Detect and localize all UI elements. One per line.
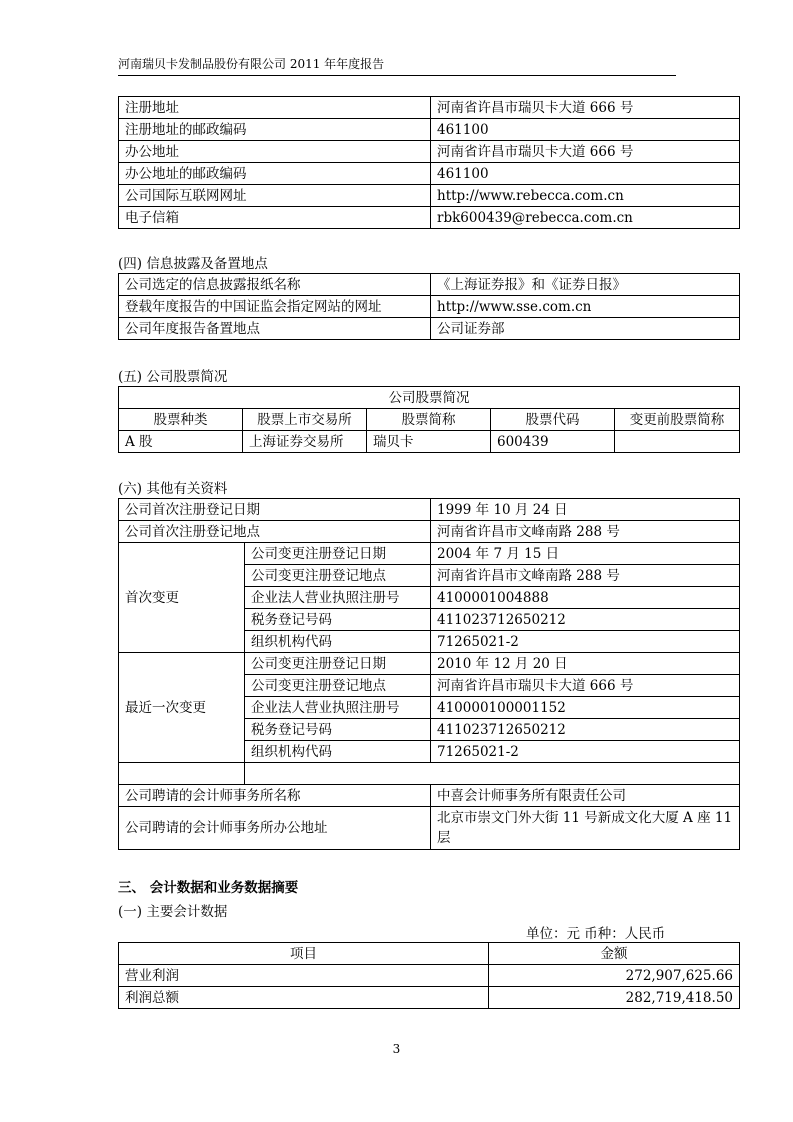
table-row bbox=[119, 965, 740, 987]
row-label: 公司选定的信息披露报纸名称 bbox=[119, 274, 431, 296]
row-value: 411023712650212 bbox=[431, 719, 740, 741]
row-value: 公司证券部 bbox=[431, 318, 740, 340]
row-label: 电子信箱 bbox=[119, 207, 431, 229]
row-label: 注册地址 bbox=[119, 97, 431, 119]
table-row bbox=[119, 807, 740, 850]
column-header: 项目 bbox=[119, 943, 489, 965]
row-value: 4100001004888 bbox=[431, 587, 740, 609]
row-value: 282,719,418.50 bbox=[489, 987, 740, 1009]
section-6-title: (六) 其他有关资料 bbox=[118, 481, 228, 497]
row-label: 税务登记号码 bbox=[245, 609, 431, 631]
table-row bbox=[119, 318, 740, 340]
row-label: 公司聘请的会计师事务所名称 bbox=[119, 785, 431, 807]
row-label: 办公地址的邮政编码 bbox=[119, 163, 431, 185]
row-value: 《上海证券报》和《证券日报》 bbox=[431, 274, 740, 296]
table-header-row bbox=[119, 409, 740, 431]
row-label: 组织机构代码 bbox=[245, 741, 431, 763]
page-number: 3 bbox=[392, 1042, 401, 1056]
column-header: 股票代码 bbox=[491, 409, 615, 431]
section-three-subtitle: (一) 主要会计数据 bbox=[118, 904, 228, 920]
row-value: 1999 年 10 月 24 日 bbox=[431, 499, 740, 521]
row-value: 410000100001152 bbox=[431, 697, 740, 719]
table-row bbox=[119, 119, 740, 141]
stock-code: 600439 bbox=[491, 431, 615, 453]
row-value: 北京市崇文门外大街 11 号新成文化大厦 A 座 11 层 bbox=[431, 807, 740, 850]
row-label: 组织机构代码 bbox=[245, 631, 431, 653]
accounting-table bbox=[118, 942, 740, 1009]
row-value: 461100 bbox=[431, 119, 740, 141]
other-info-table bbox=[118, 498, 740, 850]
row-value: 461100 bbox=[431, 163, 740, 185]
table-row bbox=[119, 987, 740, 1009]
row-label: 公司变更注册登记日期 bbox=[245, 653, 431, 675]
table-row bbox=[119, 185, 740, 207]
row-value: 2004 年 7 月 15 日 bbox=[431, 543, 740, 565]
table-row bbox=[119, 521, 740, 543]
stock-short-name: 瑞贝卡 bbox=[367, 431, 491, 453]
table-row bbox=[119, 97, 740, 119]
table-row bbox=[119, 499, 740, 521]
empty-cell bbox=[119, 763, 245, 785]
table-row bbox=[119, 543, 740, 565]
table-row bbox=[119, 431, 740, 453]
section-5-title: (五) 公司股票简况 bbox=[118, 369, 228, 385]
row-label: 企业法人营业执照注册号 bbox=[245, 697, 431, 719]
previous-short-name bbox=[615, 431, 740, 453]
row-value: 河南省许昌市瑞贝卡大道 666 号 bbox=[431, 97, 740, 119]
row-label: 办公地址 bbox=[119, 141, 431, 163]
row-value: http://www.sse.com.cn bbox=[431, 296, 740, 318]
row-label: 公司聘请的会计师事务所办公地址 bbox=[119, 807, 431, 850]
table-row bbox=[119, 296, 740, 318]
row-label: 公司变更注册登记地点 bbox=[245, 675, 431, 697]
row-value: rbk600439@rebecca.com.cn bbox=[431, 207, 740, 229]
stock-table bbox=[118, 386, 740, 453]
table-row bbox=[119, 785, 740, 807]
disclosure-table bbox=[118, 273, 740, 340]
column-header: 股票简称 bbox=[367, 409, 491, 431]
contact-table bbox=[118, 96, 740, 229]
row-label: 公司变更注册登记日期 bbox=[245, 543, 431, 565]
row-value: 2010 年 12 月 20 日 bbox=[431, 653, 740, 675]
table-row bbox=[119, 163, 740, 185]
stock-table-title: 公司股票简况 bbox=[119, 387, 740, 409]
row-label: 登载年度报告的中国证监会指定网站的网址 bbox=[119, 296, 431, 318]
row-label: 利润总额 bbox=[119, 987, 489, 1009]
table-row bbox=[119, 207, 740, 229]
row-value: 411023712650212 bbox=[431, 609, 740, 631]
empty-row bbox=[119, 763, 740, 785]
row-label: 营业利润 bbox=[119, 965, 489, 987]
row-value: 河南省许昌市文峰南路 288 号 bbox=[431, 565, 740, 587]
row-value: 71265021-2 bbox=[431, 631, 740, 653]
stock-exchange: 上海证券交易所 bbox=[243, 431, 367, 453]
page-header-title: 河南瑞贝卡发制品股份有限公司 2011 年年度报告 bbox=[118, 57, 385, 71]
row-label: 税务登记号码 bbox=[245, 719, 431, 741]
row-value: 河南省许昌市文峰南路 288 号 bbox=[431, 521, 740, 543]
row-label: 公司首次注册登记地点 bbox=[119, 521, 431, 543]
table-header-row bbox=[119, 943, 740, 965]
stock-type: A 股 bbox=[119, 431, 243, 453]
column-header: 股票种类 bbox=[119, 409, 243, 431]
group-label-first-change: 首次变更 bbox=[119, 543, 245, 653]
column-header: 变更前股票简称 bbox=[615, 409, 740, 431]
row-value: 272,907,625.66 bbox=[489, 965, 740, 987]
row-label: 企业法人营业执照注册号 bbox=[245, 587, 431, 609]
row-label: 注册地址的邮政编码 bbox=[119, 119, 431, 141]
unit-note: 单位：元 币种：人民币 bbox=[526, 926, 666, 942]
row-label: 公司首次注册登记日期 bbox=[119, 499, 431, 521]
row-value: 河南省许昌市瑞贝卡大道 666 号 bbox=[431, 141, 740, 163]
table-row bbox=[119, 653, 740, 675]
row-value: 71265021-2 bbox=[431, 741, 740, 763]
section-three-title: 三、 会计数据和业务数据摘要 bbox=[118, 880, 299, 896]
row-label: 公司国际互联网网址 bbox=[119, 185, 431, 207]
table-row bbox=[119, 274, 740, 296]
row-value: 河南省许昌市瑞贝卡大道 666 号 bbox=[431, 675, 740, 697]
section-4-title: (四) 信息披露及备置地点 bbox=[118, 256, 268, 272]
table-row bbox=[119, 141, 740, 163]
empty-cell bbox=[245, 763, 740, 785]
column-header: 股票上市交易所 bbox=[243, 409, 367, 431]
group-label-last-change: 最近一次变更 bbox=[119, 653, 245, 763]
column-header: 金额 bbox=[489, 943, 740, 965]
table-title-row bbox=[119, 387, 740, 409]
row-label: 公司年度报告备置地点 bbox=[119, 318, 431, 340]
header-divider bbox=[118, 75, 676, 76]
row-value: 中喜会计师事务所有限责任公司 bbox=[431, 785, 740, 807]
row-value: http://www.rebecca.com.cn bbox=[431, 185, 740, 207]
row-label: 公司变更注册登记地点 bbox=[245, 565, 431, 587]
